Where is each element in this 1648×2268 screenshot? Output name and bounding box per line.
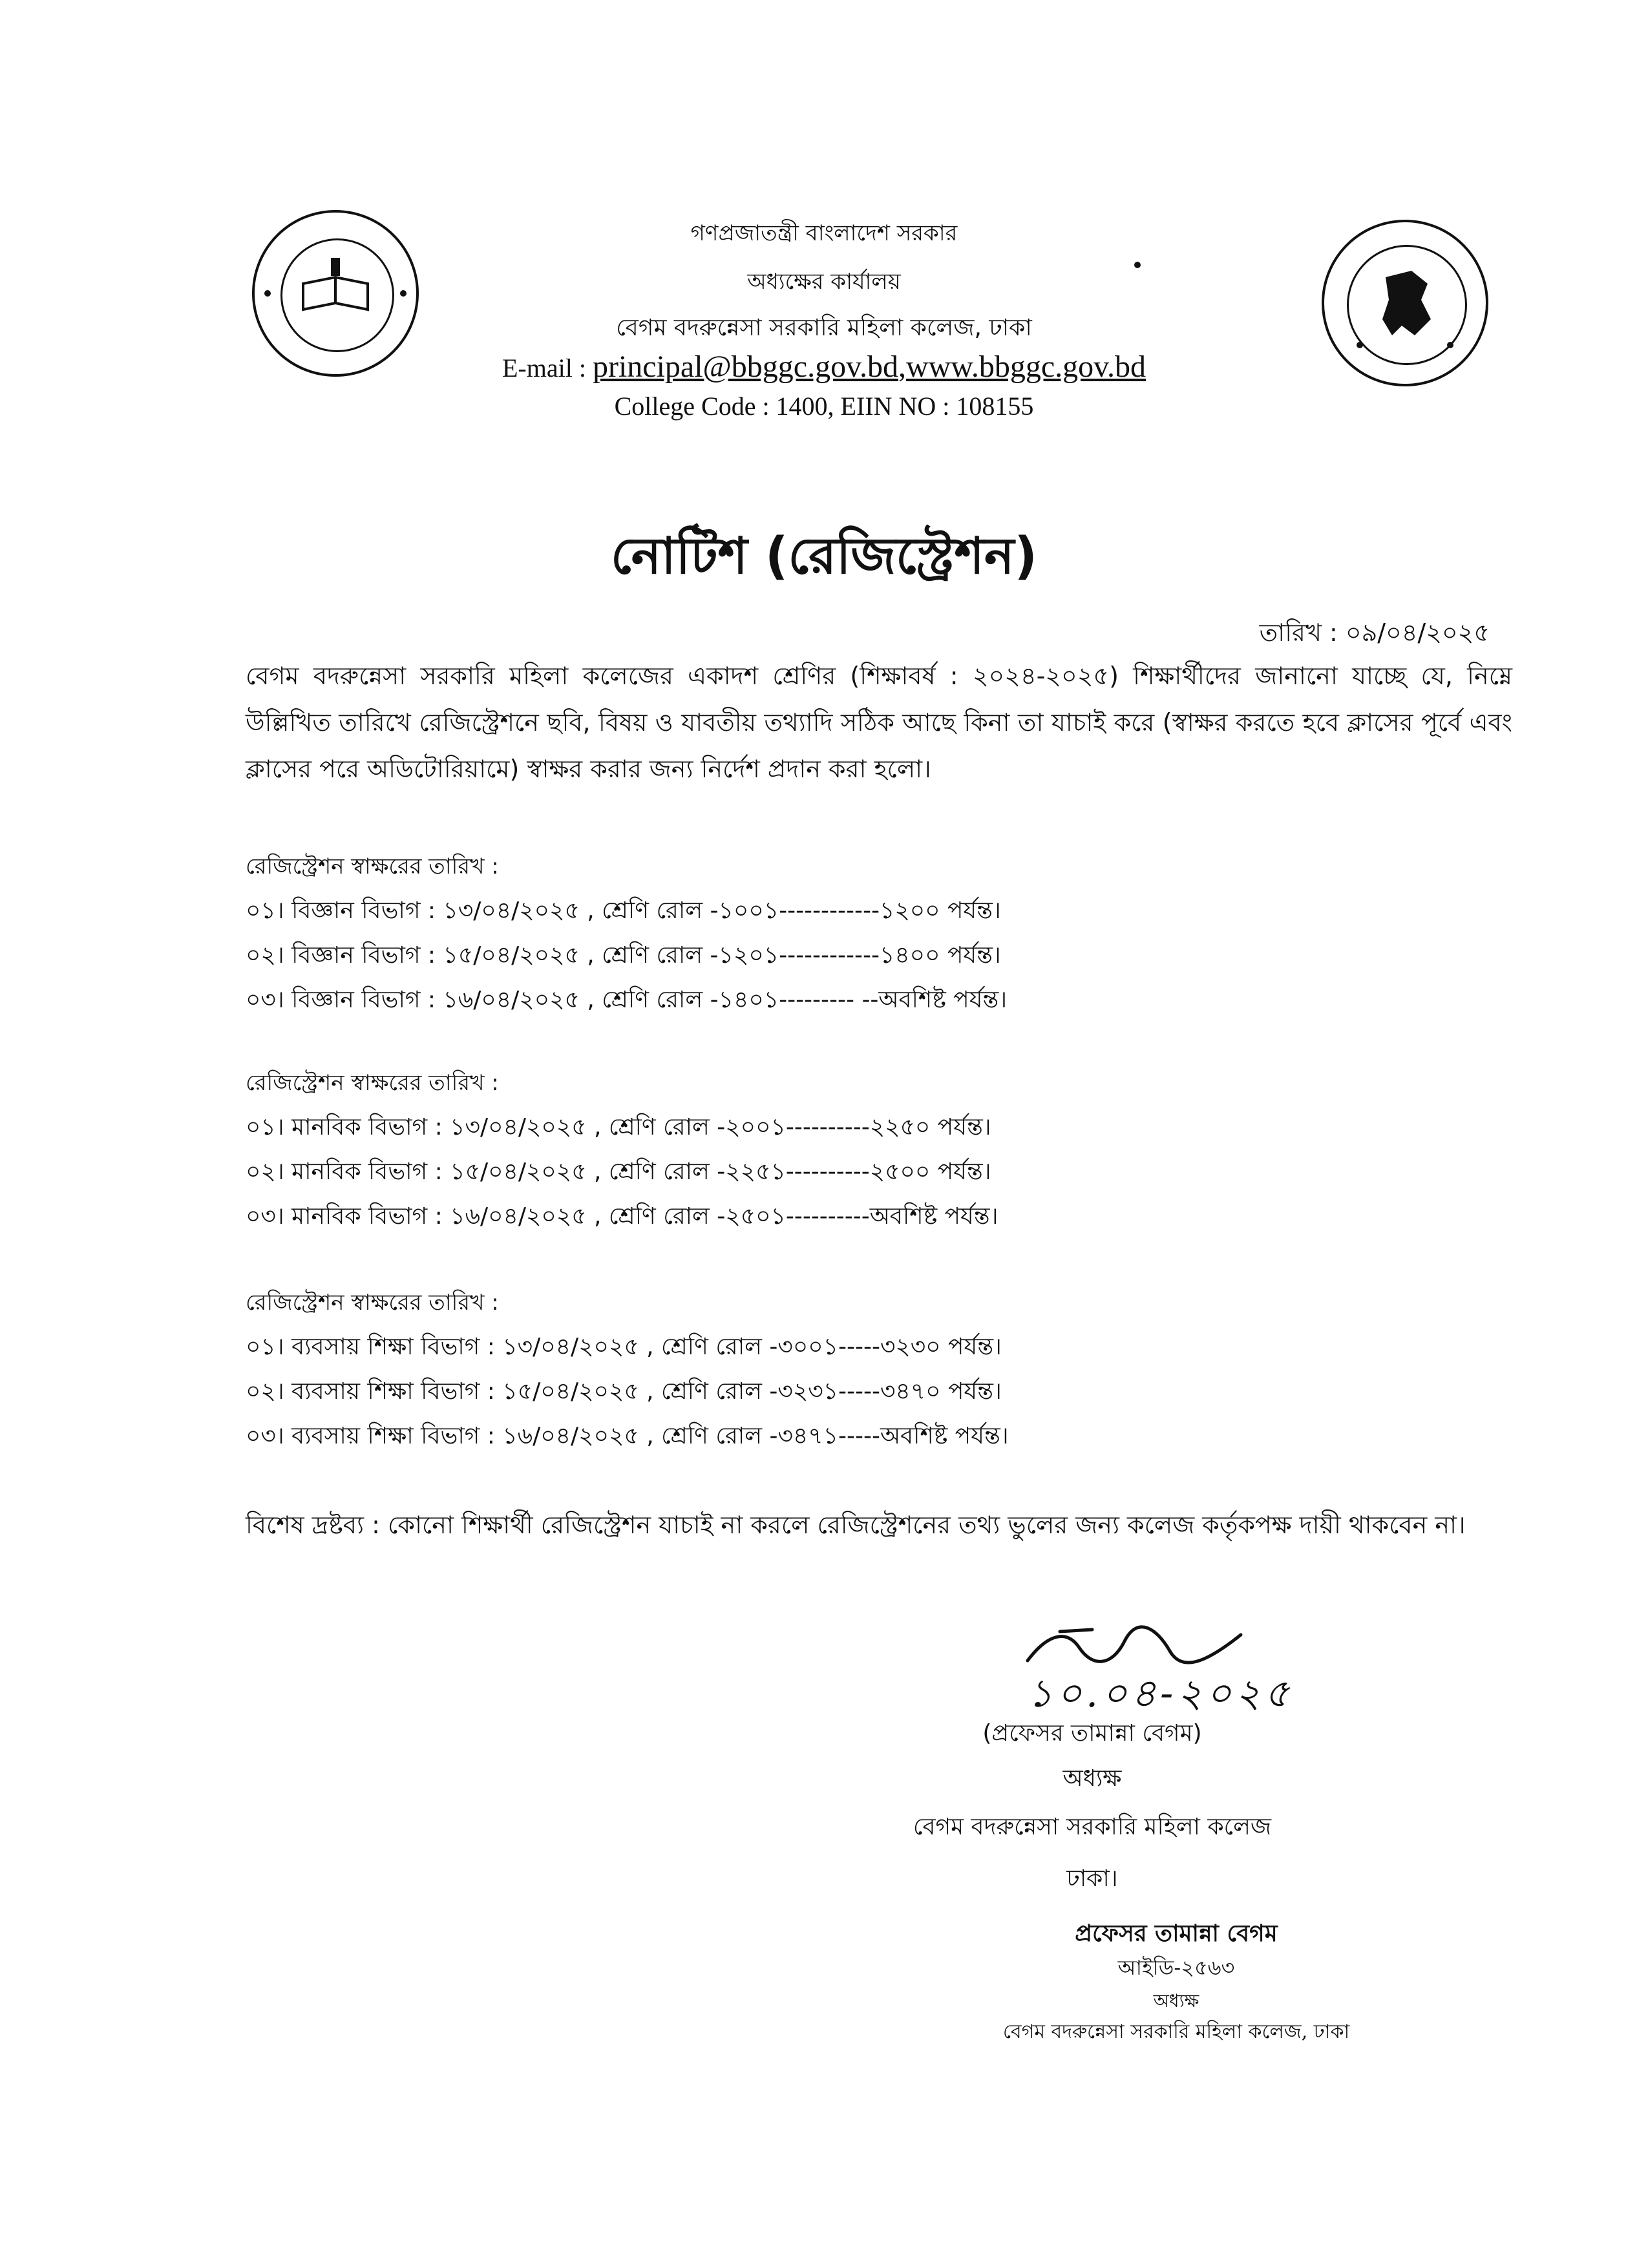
stamp-designation: অধ্যক্ষ (1153, 1990, 1199, 2011)
list-item: ০৩। ব্যবসায় শিক্ষা বিভাগ : ১৬/০৪/২০২৫ , শ্রেণি রোল -৩৪৭১-----অবশিষ্ট পর্যন্ত। (246, 1423, 1009, 1449)
business-section-heading: রেজিস্ট্রেশন স্বাক্ষরের তারিখ : (246, 1290, 499, 1316)
notice-date: তারিখ : ০৯/০৪/২০২৫ (1259, 618, 1490, 647)
signatory-name: (প্রফেসর তামান্না বেগম) (982, 1720, 1202, 1747)
signatory-college: বেগম বদরুন্নেসা সরকারি মহিলা কলেজ (913, 1814, 1272, 1840)
list-item: ০১। বিজ্ঞান বিভাগ : ১৩/০৪/২০২৫ , শ্রেণি রোল -১০০১------------১২০০ পর্যন্ত। (246, 898, 1001, 924)
email-link[interactable]: principal@bbggc.gov.bd (592, 350, 898, 384)
stamp-id: আইডি-২৫৬৩ (1117, 1955, 1235, 1980)
science-section-heading: রেজিস্ট্রেশন স্বাক্ষরের তারিখ : (246, 854, 499, 879)
signatory-designation: অধ্যক্ষ (1062, 1765, 1122, 1792)
signatory-city: ঢাকা। (1066, 1865, 1118, 1892)
humanities-section-heading: রেজিস্ট্রেশন স্বাক্ষরের তারিখ : (246, 1070, 499, 1096)
stamp-college: বেগম বদরুন্নেসা সরকারি মহিলা কলেজ, ঢাকা (1002, 2021, 1350, 2043)
office-name: অধ্যক্ষের কার্যালয় (747, 269, 901, 295)
list-item: ০৩। বিজ্ঞান বিভাগ : ১৬/০৪/২০২৫ , শ্রেণি রোল -১৪০১--------- --অবশিষ্ট পর্যন্ত। (246, 987, 1008, 1013)
special-note: বিশেষ দ্রষ্টব্য : কোনো শিক্ষার্থী রেজিস্ট্রেশন যাচাই না করলে রেজিস্ট্রেশনের তথ্য ভুলের জন্য কলেজ কর্তৃকপক্ষ দায়ী থাকবেন না। (246, 1511, 1466, 1539)
stamp-name: প্রফেসর তামান্না বেগম (1075, 1920, 1278, 1947)
list-item: ০২। মানবিক বিভাগ : ১৫/০৪/২০২৫ , শ্রেণি রোল -২২৫১----------২৫০০ পর্যন্ত। (246, 1159, 991, 1185)
list-item: ০২। ব্যবসায় শিক্ষা বিভাগ : ১৫/০৪/২০২৫ , শ্রেণি রোল -৩২৩১-----৩৪৭০ পর্যন্ত। (246, 1378, 1002, 1405)
notice-title: নোটিশ (রেজিস্ট্রেশন) (610, 527, 1038, 585)
notice-intro: বেগম বদরুন্নেসা সরকারি মহিলা কলেজের একাদশ শ্রেণির (শিক্ষাবর্ষ : ২০২৪-২০২৫) শিক্ষার্থীদের জানানো যাচ্ছে যে, নিম্নে উল্লিখিত তারিখে রেজিস্ট্রেশনে ছবি, বিষয় ও যাবতীয় তথ্যাদি সঠিক আছে কিনা তা যাচাই করে (স্বাক্ষর করতে হবে ক্লাসের পূর্বে এবং ক্লাসের পরে অডিটোরিয়ামে) স্বাক্ষর করার জন্য নির্দেশ প্রদান করা হলো। (246, 662, 1512, 783)
contact-separator: , (898, 350, 906, 384)
science-schedule-list (246, 888, 1007, 1022)
humanities-schedule-list (246, 1105, 998, 1239)
signature-date: ১০.০৪-২০২৫ (1028, 1671, 1294, 1716)
list-item: ০৩। মানবিক বিভাগ : ১৬/০৪/২০২৫ , শ্রেণি রোল -২৫০১----------অবশিষ্ট পর্যন্ত। (246, 1203, 998, 1230)
government-name: গণপ্রজাতন্ত্রী বাংলাদেশ সরকার (690, 220, 958, 246)
contact-line (0, 349, 1648, 384)
list-item: ০১। মানবিক বিভাগ : ১৩/০৪/২০২৫ , শ্রেণি রোল -২০০১----------২২৫০ পর্যন্ত। (246, 1114, 991, 1140)
list-item: ০১। ব্যবসায় শিক্ষা বিভাগ : ১৩/০৪/২০২৫ , শ্রেণি রোল -৩০০১-----৩২৩০ পর্যন্ত। (246, 1334, 1002, 1360)
college-name: বেগম বদরুন্নেসা সরকারি মহিলা কলেজ, ঢাকা (616, 315, 1032, 341)
email-label: E-mail : (502, 353, 586, 383)
website-link[interactable]: www.bbggc.gov.bd (905, 350, 1146, 384)
business-schedule-list (246, 1325, 1009, 1458)
college-code: College Code : 1400, EIIN NO : 108155 (614, 392, 1034, 421)
list-item: ০২। বিজ্ঞান বিভাগ : ১৫/০৪/২০২৫ , শ্রেণি রোল -১২০১------------১৪০০ পর্যন্ত। (246, 942, 1001, 969)
